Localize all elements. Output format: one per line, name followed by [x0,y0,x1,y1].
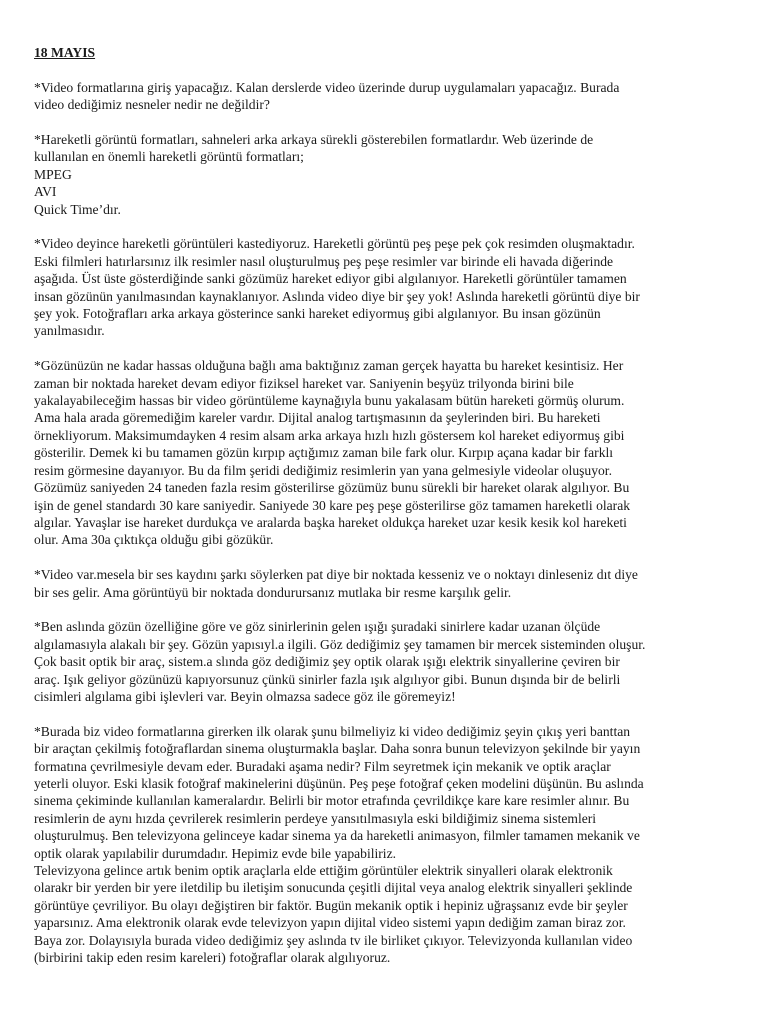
text-line: gösterilir. Demek ki bu tamamen gözün kırpıp açtığımız zaman bile fark olur. Kırpıp açana kadar bir farklı [34,445,614,461]
text-line: algılamasıyla alakalı bir şey. Gözün yapısıyl.a ilgili. Göz dediğimiz şey tamamen bir mercek sisteminden oluşur. [34,636,646,652]
text-line: *Video formatlarına giriş yapacağız. Kalan derslerde video üzerinde durup uygulamaları yapacağız. Burada [34,79,620,95]
text-line: örnekliyorum. Maksimumdayken 4 resim alsam arka arkaya hızlı hızlı göstersem kol hareket ediyormuş gibi [34,427,625,443]
document-body [34,79,736,967]
text-line: bir ses gelir. Ama görüntüyü bir noktada dondurursanız mutlaka bir resme karşılık gelir. [34,584,512,600]
paragraph [34,723,736,967]
text-line: MPEG [34,166,72,182]
text-line: şey yok. Fotoğrafları arka arkaya gösterince sanki hareket ediyormuş gibi algılanıyor. Bu insan gözünün [34,306,601,322]
text-line: olur. Ama 30a çıktıkça olduğu gibi gözükür. [34,532,274,548]
paragraph [34,235,736,339]
text-line: sinema çekiminde kullanılan kameralardır. Belirli bir motor etrafında çevrildikçe kare kare resimler alınır. Bu [34,793,630,809]
text-line: *Hareketli görüntü formatları, sahneleri arka arkaya sürekli gösterebilen formatlardır. Web üzerinde de [34,132,594,147]
text-line: görüntüye çevriliyor. Bu olayı değiştiren bir faktör. Bugün mekanik optik i hepiniz uğraşsanız evde bir şeyler [34,897,628,913]
text-line: cisimleri algılama gibi işlevleri var. Beyin olmazsa sadece göz ile göremeyiz! [34,688,456,704]
text-line: algılar. Yavaşlar ise hareket durdukça ve aralarda başka hareket oldukça hareket uzar kesik kesik kol hareketi [34,514,627,530]
text-line: olarakr bir yerden bir yere iletdilip bu iletişim sonucunda çeşitli dijital veya analog elektrik sinyalleri şeklinde [34,880,633,896]
text-line: *Video var.mesela bir ses kaydını şarkı söylerken pat diye bir noktada kesseniz ve o noktayı dinleseniz dıt diye [34,567,638,583]
text-line: *Burada biz video formatlarına girerken ilk olarak şunu bilmeliyiz ki video dediğimiz şeyin çıkış yeri banttan [34,723,631,739]
text-line: yanılmasıdır. [34,323,105,339]
text-line: yakalayabileceğim hassas bir video görüntüleme kaynağıyla bunu yakalasam bütün hareketi görmüş olurum. [34,393,625,409]
text-line: resimlerin de aynı hızda çevrilerek resimlerin perdeye yansıtılmasıyla eski bildiğimiz sinema sistemleri [34,810,597,826]
text-line: Quick Time’dır. [34,201,121,217]
text-line: Televizyona gelince artık benim optik araçlarla elde ettiğim görüntüler elektrik sinyalleri olarak elektronik [34,862,613,878]
text-line: Eski filmleri hatırlarsınız ilk resimler nasıl oluşturulmuş peş peşe resimler var birinde eli havada diğerinde [34,253,614,269]
text-line: resim görmesine dayanıyor. Bu da film şeridi dediğimiz resimlerin yan yana gelmesiyle videolar oluşuyor. [34,462,612,478]
text-line: AVI [34,184,57,200]
text-line: oluşturulmuş. Ben televizyona gelinceye kadar sinema ya da hareketli animasyon, filmler tamamen mekanik ve [34,828,640,844]
paragraph [34,79,736,114]
text-line: optik olarak yapılabilir durumdadır. Hepimiz evde bile yapabiliriz. [34,845,397,861]
text-line: zaman bir noktada hareket devam ediyor fiziksel hareket var. Saniyenin beşyüz trilyonda birini bile [34,375,574,391]
text-line: kullanılan en önemli hareketli görüntü formatları; [34,149,304,165]
paragraph [34,357,736,548]
text-line: video dediğimiz nesneler nedir ne değildir? [34,97,270,113]
text-line: Çok basit optik bir araç, sistem.a slında göz dediğimiz şey optik olarak ışığı elektrik sinyallerine çeviren bir [34,654,620,670]
text-line: Gözümüz saniyeden 24 taneden fazla resim gösterilirse gözümüz bunu sürekli bir hareket olarak algılıyor. Bu [34,480,630,496]
text-line: araç. Işık geliyor gözünüzü kapıyorsunuz çünkü sinirler fazla ışık algılıyor gibi. Bunun dışında bir de belirli [34,671,621,687]
text-line: bir araçtan çekilmiş fotoğraflardan sinema oluşturmakla başlar. Daha sonra bunun televizyon şekilnde bir yayın [34,741,641,757]
paragraph [34,618,736,705]
text-line: formatına çevrilmesiyle devam eder. Buradaki aşama nedir? Film seyretmek için mekanik ve optik araçlar [34,758,611,774]
paragraph [34,566,736,601]
text-line: *Video deyince hareketli görüntüleri kastediyoruz. Hareketli görüntü peş peşe pek çok resimden oluşmaktadır. [34,236,635,252]
text-line: işin de genel standardı 30 kare saniyedir. Saniyede 30 kare peş peşe gösterilirse göz tamamen hareketli olarak [34,497,631,513]
document-page [34,44,736,984]
text-line: *Gözünüzün ne kadar hassas olduğuna bağlı ama baktığınız zaman gerçek hayatta bu hareket kesintisiz. Her [34,358,624,374]
text-line: (birbirini takip eden resim kareleri) fotoğraflar olarak algılıyoruz. [34,950,391,966]
text-line: aşağıda. Üst üste gösterdiğinde sanki gözümüz hareket ediyor gibi algılanıyor. Hareketli görüntüler tamamen [34,271,627,287]
text-line: *Ben aslında gözün özelliğine göre ve göz sinirlerinin gelen ışığı şuradaki sinirlere kadar uzanan ölçüde [34,619,601,635]
text-line: Baya zor. Dolayısıyla burada video dediğimiz şey aslında tv ile birliket çıkıyor. Televizyonda kullanılan video [34,932,633,948]
paragraph [34,131,736,218]
page-title: 18 MAYIS [34,45,96,60]
text-line: Ama hala arada göremediğim kareler vardır. Dijital analog tartışmasının da şeylerinden biri. Bu hareketi [34,410,601,426]
text-line: insan gözünün yanılmasından kaynaklanıyor. Aslında video diye bir şey yok! Aslında hareketli görüntü diye bir [34,288,640,304]
text-line: yaparsınız. Ama elektronik olarak evde televizyon yapın dijital video sistemi yapın dediğim zaman biraz zor. [34,915,626,931]
text-line: yeterli oluyor. Eski klasik fotoğraf makinelerini düşünün. Peş peşe fotoğraf çeken modelini düşünün. Bu aslında [34,775,644,791]
